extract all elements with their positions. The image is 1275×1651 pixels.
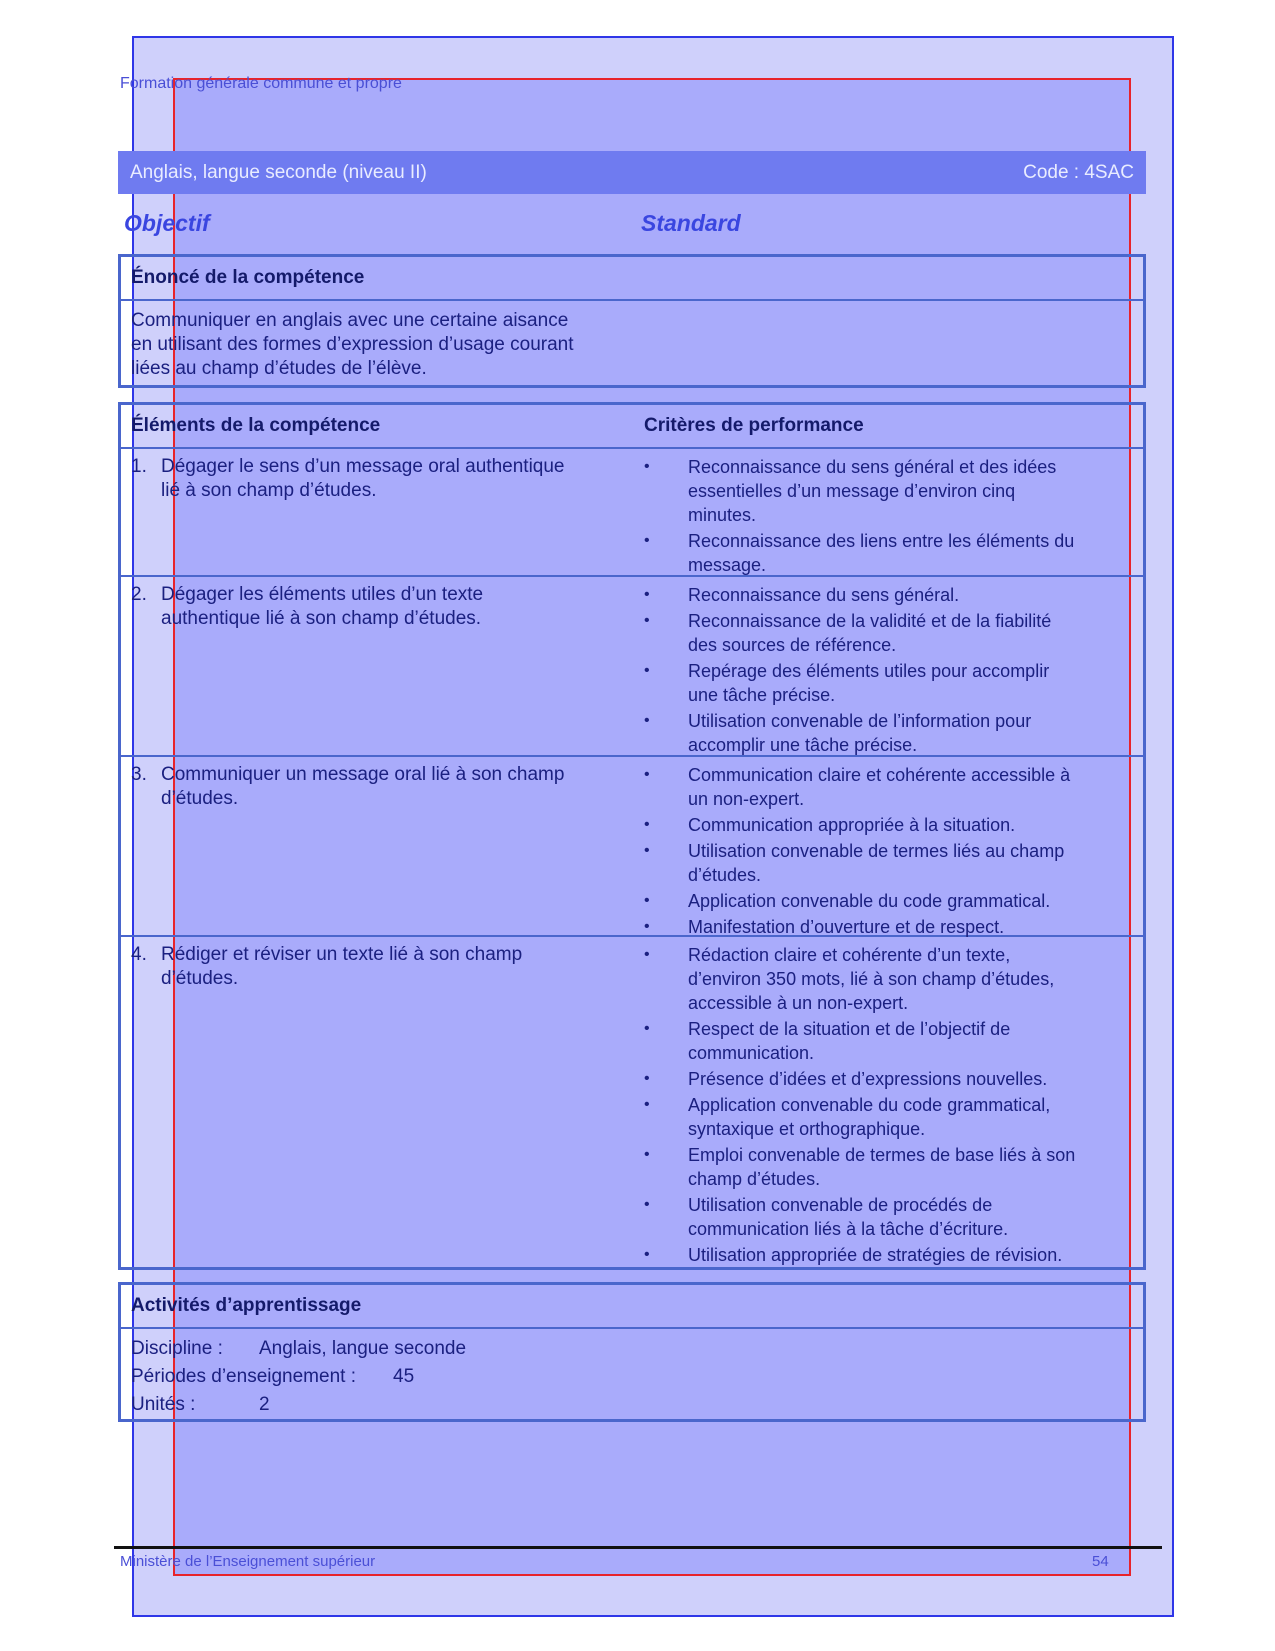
- criterion-item: [644, 609, 1114, 657]
- criteria-list: [644, 763, 1114, 941]
- criterion-item: [644, 813, 1114, 837]
- criterion-line: Utilisation convenable de procédés de: [688, 1195, 993, 1215]
- bullet-icon: •: [644, 816, 650, 833]
- element-row: [121, 757, 1143, 937]
- element-description: [161, 763, 611, 811]
- discipline-line: [121, 1335, 1143, 1363]
- criterion-line: communication.: [688, 1043, 815, 1063]
- bullet-icon: •: [644, 1020, 650, 1037]
- criterion-item: [644, 455, 1114, 527]
- element-description: [161, 455, 611, 503]
- bullet-icon: •: [644, 1196, 650, 1213]
- criterion-item: [644, 709, 1114, 757]
- bullet-icon: •: [644, 1146, 650, 1163]
- criterion-item: [644, 583, 1114, 607]
- criterion-item: [644, 529, 1114, 577]
- criterion-item: [644, 943, 1114, 1015]
- criterion-item: [644, 763, 1114, 811]
- criterion-line: syntaxique et orthographique.: [688, 1119, 926, 1139]
- criterion-line: Utilisation convenable de termes liés au champ: [688, 841, 1065, 861]
- enonce-box: [118, 254, 1146, 388]
- criterion-line: des sources de référence.: [688, 635, 897, 655]
- criterion-line: communication liés à la tâche d’écriture.: [688, 1219, 1009, 1239]
- element-line: Rédiger et réviser un texte lié à son champ: [161, 944, 523, 965]
- activites-title: Activités d’apprentissage: [121, 1285, 1143, 1329]
- criterion-line: d’environ 350 mots, lié à son champ d’études,: [688, 969, 1055, 989]
- element-line: d’études.: [161, 788, 239, 809]
- criteria-title: Critères de performance: [644, 415, 864, 436]
- unites-line: [121, 1391, 1143, 1419]
- element-line: Dégager le sens d’un message oral authentique: [161, 456, 565, 477]
- criterion-line: Utilisation convenable de l’information pour: [688, 711, 1032, 731]
- unites-label: Unités :: [131, 1394, 196, 1415]
- bullet-icon: •: [644, 1070, 650, 1087]
- periodes-label: Périodes d’enseignement :: [131, 1366, 356, 1387]
- bullet-icon: •: [644, 458, 650, 475]
- criteria-list: [644, 943, 1114, 1269]
- criterion-item: [644, 1017, 1114, 1065]
- criterion-item: [644, 915, 1114, 939]
- element-line: lié à son champ d’études.: [161, 480, 377, 501]
- criterion-line: Présence d’idées et d’expressions nouvelles.: [688, 1069, 1048, 1089]
- activites-content: [121, 1329, 1143, 1419]
- bullet-icon: •: [644, 612, 650, 629]
- criterion-line: Reconnaissance des liens entre les éléments du: [688, 531, 1075, 551]
- heading-objectif: Objectif: [124, 210, 210, 236]
- course-title-bar: [118, 151, 1146, 194]
- periodes-value: 45: [393, 1366, 415, 1387]
- running-head: Formation générale commune et propre: [120, 75, 402, 92]
- criterion-item: [644, 1193, 1114, 1241]
- criterion-line: accessible à un non-expert.: [688, 993, 909, 1013]
- criterion-line: Reconnaissance de la validité et de la fiabilité: [688, 611, 1052, 631]
- course-title: Anglais, langue seconde (niveau II): [130, 161, 427, 183]
- enonce-line: en utilisant des formes d’expression d’usage courant: [131, 334, 574, 355]
- criterion-item: [644, 659, 1114, 707]
- criterion-line: une tâche précise.: [688, 685, 836, 705]
- periodes-line: [121, 1363, 1143, 1391]
- elements-header: [121, 405, 1143, 449]
- element-line: Dégager les éléments utiles d’un texte: [161, 584, 484, 605]
- footer-ministry: Ministère de l’Enseignement supérieur: [120, 1553, 376, 1570]
- bullet-icon: •: [644, 842, 650, 859]
- discipline-value: Anglais, langue seconde: [259, 1338, 467, 1359]
- criterion-item: [644, 1243, 1114, 1267]
- bullet-icon: •: [644, 946, 650, 963]
- bullet-icon: •: [644, 712, 650, 729]
- criterion-item: [644, 1143, 1114, 1191]
- bullet-icon: •: [644, 918, 650, 935]
- criterion-line: Reconnaissance du sens général et des idées: [688, 457, 1057, 477]
- criterion-line: message.: [688, 555, 767, 575]
- bullet-icon: •: [644, 532, 650, 549]
- criterion-line: champ d’études.: [688, 1169, 821, 1189]
- element-number: 2.: [131, 584, 147, 605]
- element-line: authentique lié à son champ d’études.: [161, 608, 482, 629]
- element-number: 4.: [131, 944, 147, 965]
- criterion-line: Reconnaissance du sens général.: [688, 585, 960, 605]
- criterion-line: essentielles d’un message d’environ cinq: [688, 481, 1016, 501]
- discipline-label: Discipline :: [131, 1338, 223, 1359]
- element-description: [161, 943, 611, 991]
- criterion-line: un non-expert.: [688, 789, 805, 809]
- criterion-line: Repérage des éléments utiles pour accomplir: [688, 661, 1050, 681]
- elements-title: Éléments de la compétence: [131, 415, 381, 436]
- bullet-icon: •: [644, 662, 650, 679]
- criterion-line: Utilisation appropriée de stratégies de révision.: [688, 1245, 1063, 1265]
- footer-rule: [114, 1546, 1162, 1549]
- element-line: Communiquer un message oral lié à son champ: [161, 764, 565, 785]
- element-row: [121, 937, 1143, 1265]
- enonce-text: [121, 301, 1143, 389]
- course-code: Code : 4SAC: [1023, 161, 1134, 183]
- elements-rows: [121, 449, 1143, 1265]
- criterion-line: Rédaction claire et cohérente d’un texte,: [688, 945, 1011, 965]
- bullet-icon: •: [644, 892, 650, 909]
- bullet-icon: •: [644, 766, 650, 783]
- enonce-title: Énoncé de la compétence: [121, 257, 1143, 301]
- heading-standard: Standard: [641, 210, 741, 236]
- criterion-item: [644, 889, 1114, 913]
- criterion-line: Application convenable du code grammatical,: [688, 1095, 1051, 1115]
- element-number: 1.: [131, 456, 147, 477]
- enonce-line: liées au champ d’études de l’élève.: [131, 358, 427, 379]
- criterion-item: [644, 1093, 1114, 1141]
- criterion-item: [644, 839, 1114, 887]
- criterion-line: Respect de la situation et de l’objectif de: [688, 1019, 1011, 1039]
- activites-box: [118, 1282, 1146, 1422]
- criteria-list: [644, 455, 1114, 579]
- element-description: [161, 583, 611, 631]
- element-row: [121, 449, 1143, 577]
- page-number: 54: [1092, 1553, 1109, 1570]
- criterion-line: Emploi convenable de termes de base liés à son: [688, 1145, 1076, 1165]
- criterion-line: Manifestation d’ouverture et de respect.: [688, 917, 1005, 937]
- element-number: 3.: [131, 764, 147, 785]
- criterion-line: minutes.: [688, 505, 757, 525]
- unites-value: 2: [259, 1394, 270, 1415]
- bullet-icon: •: [644, 586, 650, 603]
- bullet-icon: •: [644, 1246, 650, 1263]
- element-row: [121, 577, 1143, 757]
- criterion-line: d’études.: [688, 865, 762, 885]
- criteria-list: [644, 583, 1114, 759]
- criterion-line: Application convenable du code grammatical.: [688, 891, 1051, 911]
- criterion-item: [644, 1067, 1114, 1091]
- criterion-line: Communication claire et cohérente accessible à: [688, 765, 1071, 785]
- elements-box: [118, 402, 1146, 1270]
- bullet-icon: •: [644, 1096, 650, 1113]
- element-line: d’études.: [161, 968, 239, 989]
- criterion-line: accomplir une tâche précise.: [688, 735, 918, 755]
- criterion-line: Communication appropriée à la situation.: [688, 815, 1016, 835]
- enonce-line: Communiquer en anglais avec une certaine aisance: [131, 310, 569, 331]
